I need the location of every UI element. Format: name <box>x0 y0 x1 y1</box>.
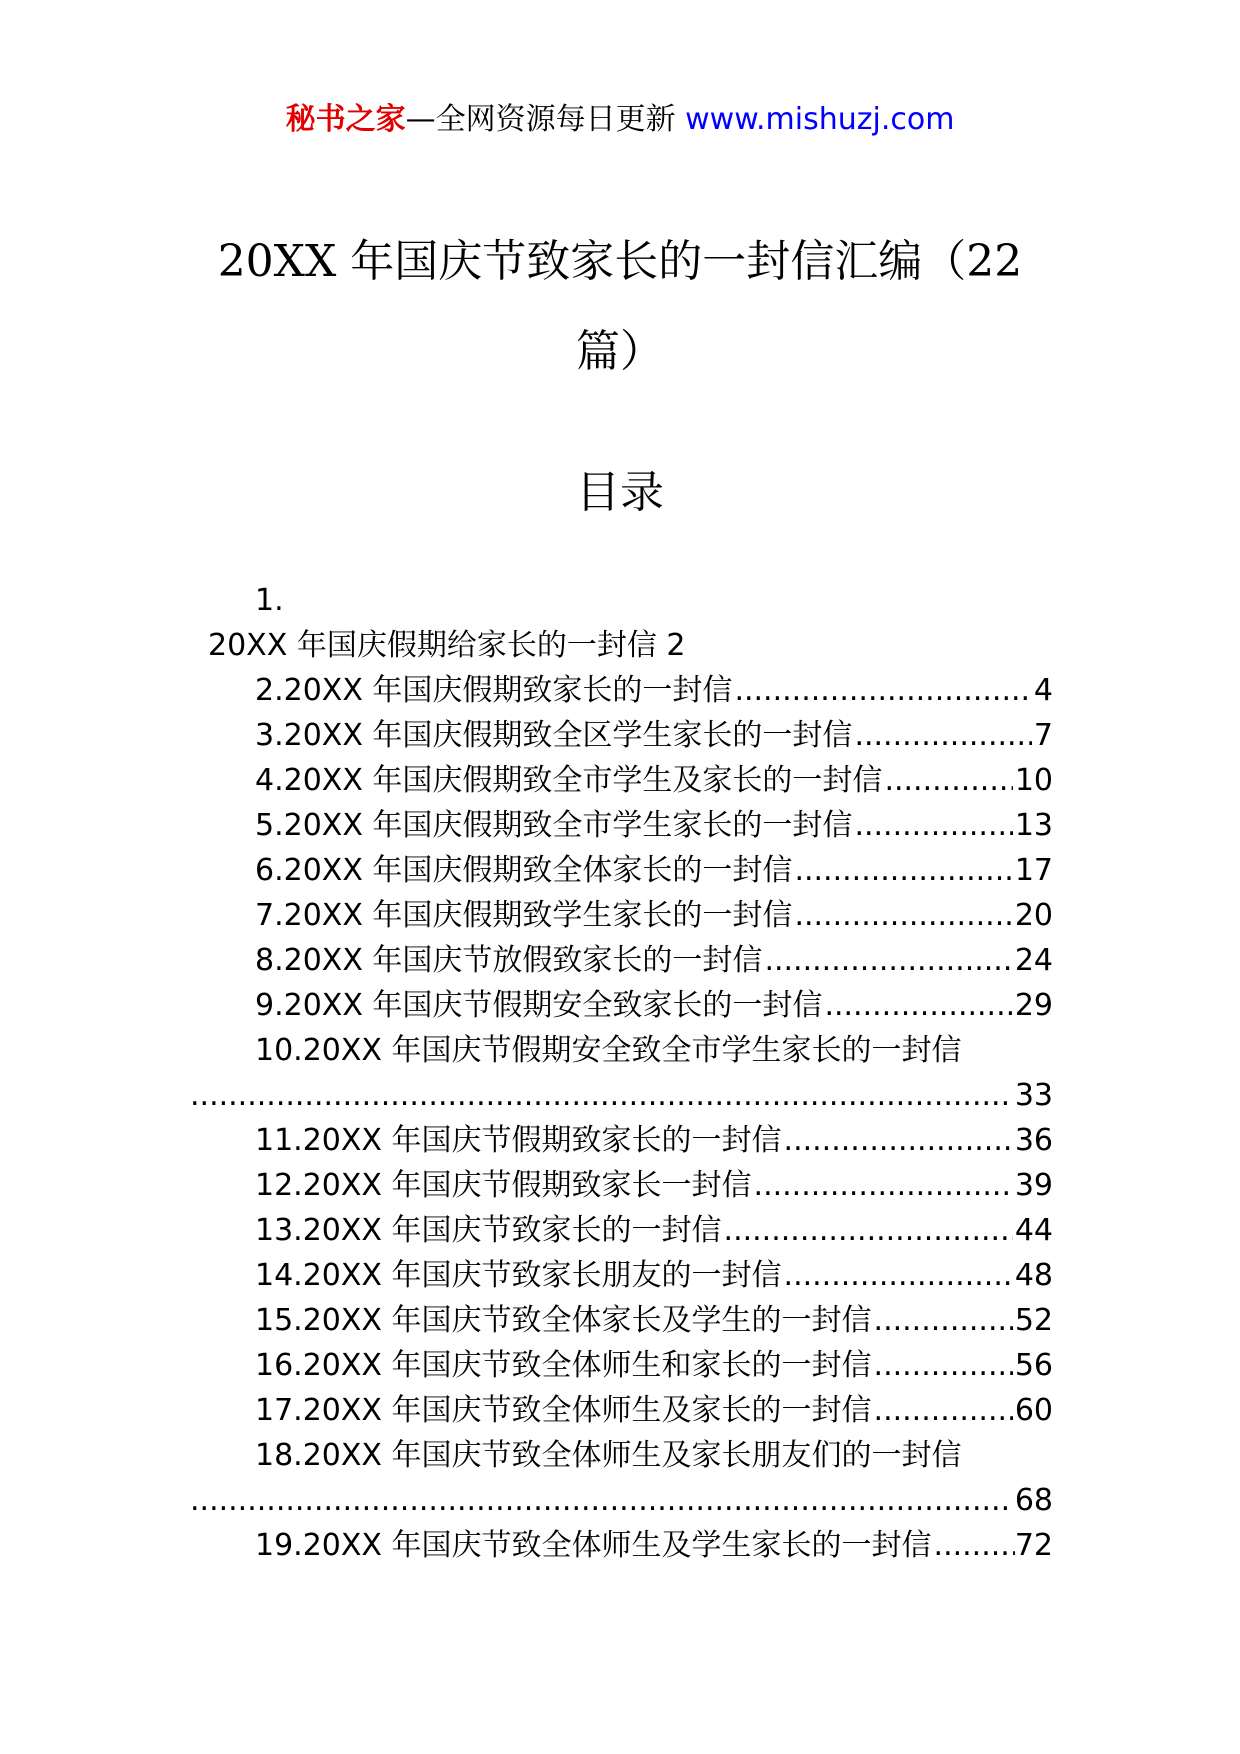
toc-item[interactable] <box>255 760 1053 802</box>
toc-leader-dots <box>874 1300 1013 1342</box>
toc-item[interactable] <box>255 1525 1053 1567</box>
toc-leader-dots <box>784 1255 1013 1297</box>
toc-leader-dots <box>934 1525 1015 1567</box>
document-title-line-2: 篇） <box>576 326 664 377</box>
toc-leader-dots <box>854 715 1031 757</box>
toc-item-title: 13.20XX 年国庆节致家长的一封信 <box>255 1213 722 1248</box>
toc-leader-dots <box>874 1390 1013 1432</box>
toc-item[interactable] <box>255 670 1053 712</box>
toc-item-title: 5.20XX 年国庆假期致全市学生家长的一封信 <box>255 808 853 843</box>
toc-item[interactable] <box>255 985 1053 1027</box>
toc-item-title: 19.20XX 年国庆节致全体师生及学生家长的一封信 <box>255 1528 932 1563</box>
toc-leader-dots <box>724 1210 1013 1252</box>
toc-item-title: 12.20XX 年国庆节假期致家长一封信 <box>255 1168 752 1203</box>
toc-item-title: 9.20XX 年国庆节假期安全致家长的一封信 <box>255 988 823 1023</box>
toc-item-title: 2.20XX 年国庆假期致家长的一封信 <box>255 673 733 708</box>
toc-item-page: 4 <box>1033 673 1053 708</box>
toc-item[interactable] <box>255 805 1053 847</box>
site-url-link[interactable]: www.mishuzj.com <box>685 102 955 137</box>
toc-item-title: 3.20XX 年国庆假期致全区学生家长的一封信 <box>255 718 853 753</box>
toc-item[interactable] <box>255 715 1053 757</box>
toc-item-page: 24 <box>1014 943 1053 978</box>
toc-leader-dots <box>794 850 1012 892</box>
toc-item[interactable] <box>255 1390 1053 1432</box>
toc-leader-dots <box>824 985 1012 1027</box>
toc-item-continuation[interactable] <box>190 1075 1053 1117</box>
toc-item-page: 13 <box>1014 808 1053 843</box>
toc-item-page: 52 <box>1014 1303 1053 1338</box>
toc-item-title: 6.20XX 年国庆假期致全体家长的一封信 <box>255 853 793 888</box>
toc-item-title: 15.20XX 年国庆节致全体家长及学生的一封信 <box>255 1303 872 1338</box>
toc-item-page: 60 <box>1014 1393 1053 1428</box>
toc-item[interactable] <box>255 1120 1053 1162</box>
toc-item-continuation[interactable] <box>190 1480 1053 1522</box>
toc-item[interactable] <box>255 1300 1053 1342</box>
toc-item[interactable] <box>255 850 1053 892</box>
toc-heading: 目录 <box>576 467 664 518</box>
toc-item-page: 17 <box>1014 853 1053 888</box>
toc-item-page: 10 <box>1014 763 1053 798</box>
toc-item-title: 11.20XX 年国庆节假期致家长的一封信 <box>255 1123 782 1158</box>
toc-item-page: 44 <box>1014 1213 1053 1248</box>
toc-item-page: 68 <box>1014 1483 1053 1518</box>
toc-leader-dots <box>794 895 1012 937</box>
header-tagline: —全网资源每日更新 <box>405 102 686 137</box>
toc-item[interactable] <box>255 1210 1053 1252</box>
toc-leader-dots <box>764 940 1012 982</box>
toc-item-title[interactable]: 10.20XX 年国庆节假期安全致全市学生家长的一封信 <box>255 1033 962 1068</box>
toc-item-page: 29 <box>1014 988 1053 1023</box>
toc-item-title: 8.20XX 年国庆节放假致家长的一封信 <box>255 943 763 978</box>
toc-item-page: 33 <box>1014 1078 1053 1113</box>
brand-name: 秘书之家 <box>285 102 406 137</box>
toc-item-page: 39 <box>1014 1168 1053 1203</box>
toc-item-page: 56 <box>1014 1348 1053 1383</box>
toc-item-page: 20 <box>1014 898 1053 933</box>
toc-item[interactable] <box>255 1165 1053 1207</box>
toc-item-title: 16.20XX 年国庆节致全体师生和家长的一封信 <box>255 1348 872 1383</box>
toc-item-title: 14.20XX 年国庆节致家长朋友的一封信 <box>255 1258 782 1293</box>
toc-leader-dots <box>874 1345 1013 1387</box>
toc-item-page: 72 <box>1014 1528 1053 1563</box>
toc-item[interactable] <box>255 1255 1053 1297</box>
toc-leader-dots <box>754 1165 1013 1207</box>
toc-leader-dots <box>190 1075 1013 1117</box>
toc-item-title: 7.20XX 年国庆假期致学生家长的一封信 <box>255 898 793 933</box>
toc-item-1-text[interactable]: 20XX 年国庆假期给家长的一封信 2 <box>208 628 686 663</box>
toc-leader-dots <box>734 670 1031 712</box>
toc-item[interactable] <box>255 1345 1053 1387</box>
toc-leader-dots <box>190 1480 1013 1522</box>
toc-item-page: 48 <box>1014 1258 1053 1293</box>
toc-leader-dots <box>784 1120 1013 1162</box>
toc-item[interactable] <box>255 895 1053 937</box>
toc-leader-dots <box>884 760 1012 802</box>
toc-item-title: 4.20XX 年国庆假期致全市学生及家长的一封信 <box>255 763 883 798</box>
toc-item-page: 36 <box>1014 1123 1053 1158</box>
toc-item[interactable] <box>255 940 1053 982</box>
toc-item-page: 7 <box>1033 718 1053 753</box>
toc-item-title[interactable]: 18.20XX 年国庆节致全体师生及家长朋友们的一封信 <box>255 1438 962 1473</box>
toc-item-1-number[interactable]: 1. <box>255 583 284 618</box>
toc-leader-dots <box>854 805 1012 847</box>
toc-item-title: 17.20XX 年国庆节致全体师生及家长的一封信 <box>255 1393 872 1428</box>
document-title-line-1: 20XX 年国庆节致家长的一封信汇编（22 <box>217 236 1023 287</box>
